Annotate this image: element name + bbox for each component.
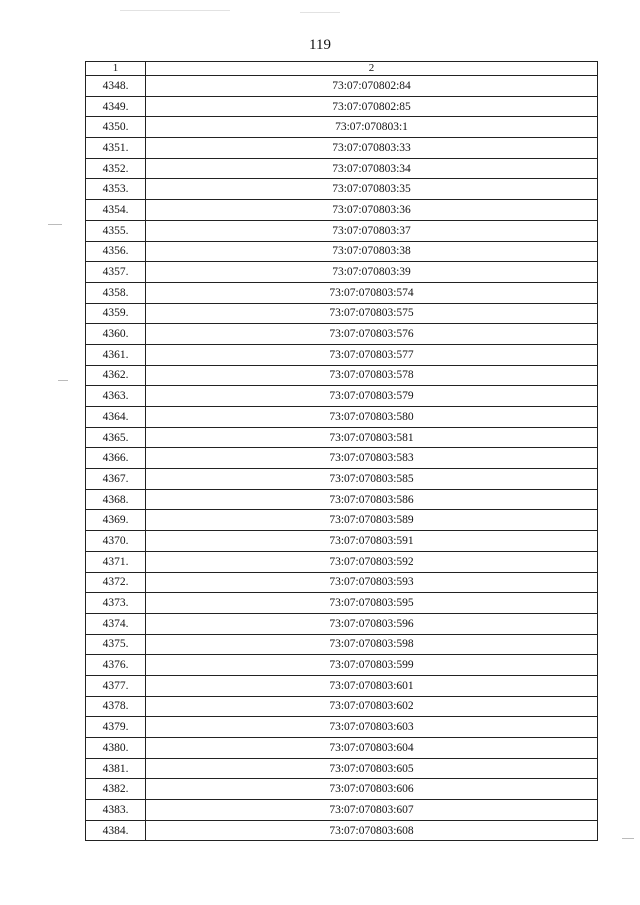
row-number-cell: 4374. [86,613,146,634]
table-row [86,572,598,593]
row-number-cell: 4370. [86,531,146,552]
table-row [86,427,598,448]
row-number-cell: 4366. [86,448,146,469]
table-row [86,820,598,841]
cadastral-number-cell: 73:07:070803:583 [146,448,598,469]
row-number-cell: 4350. [86,117,146,138]
row-number-cell: 4351. [86,138,146,159]
table-row [86,241,598,262]
cadastral-number-cell: 73:07:070803:578 [146,365,598,386]
cadastral-number-cell: 73:07:070803:596 [146,613,598,634]
row-number-cell: 4352. [86,158,146,179]
scan-speck [58,380,68,381]
row-number-cell: 4368. [86,489,146,510]
row-number-cell: 4355. [86,220,146,241]
table-row [86,696,598,717]
scan-speck [48,224,62,225]
row-number-cell: 4354. [86,200,146,221]
row-number-cell: 4379. [86,717,146,738]
cadastral-number-cell: 73:07:070803:604 [146,738,598,759]
table-row [86,738,598,759]
row-number-cell: 4375. [86,634,146,655]
cadastral-number-cell: 73:07:070803:33 [146,138,598,159]
cadastral-number-cell: 73:07:070803:586 [146,489,598,510]
row-number-cell: 4381. [86,758,146,779]
table-row [86,510,598,531]
cadastral-number-cell: 73:07:070803:585 [146,469,598,490]
row-number-cell: 4358. [86,282,146,303]
cadastral-number-cell: 73:07:070802:84 [146,76,598,97]
table-row [86,758,598,779]
cadastral-number-cell: 73:07:070803:39 [146,262,598,283]
table-row [86,76,598,97]
row-number-cell: 4361. [86,344,146,365]
table-row [86,303,598,324]
row-number-cell: 4363. [86,386,146,407]
table-row [86,220,598,241]
cadastral-number-cell: 73:07:070803:574 [146,282,598,303]
table-row [86,717,598,738]
cadastral-number-cell: 73:07:070803:38 [146,241,598,262]
cadastral-number-cell: 73:07:070803:598 [146,634,598,655]
cadastral-number-cell: 73:07:070803:581 [146,427,598,448]
scan-speck [622,838,634,839]
row-number-cell: 4367. [86,469,146,490]
cadastral-number-cell: 73:07:070803:37 [146,220,598,241]
cadastral-number-cell: 73:07:070803:575 [146,303,598,324]
row-number-cell: 4377. [86,675,146,696]
table-row [86,675,598,696]
cadastral-number-cell: 73:07:070803:576 [146,324,598,345]
table-row [86,200,598,221]
cadastral-number-cell: 73:07:070803:599 [146,655,598,676]
cadastral-number-cell: 73:07:070803:1 [146,117,598,138]
cadastral-number-cell: 73:07:070803:580 [146,407,598,428]
page-number: 119 [309,37,331,53]
row-number-cell: 4356. [86,241,146,262]
table-row [86,655,598,676]
table-header-row [86,62,598,76]
cadastral-number-cell: 73:07:070803:592 [146,551,598,572]
table-row [86,96,598,117]
row-number-cell: 4380. [86,738,146,759]
row-number-cell: 4349. [86,96,146,117]
table-row [86,634,598,655]
cadastral-number-cell: 73:07:070803:607 [146,800,598,821]
table-row [86,551,598,572]
cadastral-number-cell: 73:07:070803:593 [146,572,598,593]
table-row [86,282,598,303]
table-row [86,613,598,634]
table-row [86,593,598,614]
table-row [86,386,598,407]
table-row [86,344,598,365]
row-number-cell: 4365. [86,427,146,448]
table-row [86,800,598,821]
scan-speck [300,12,340,13]
row-number-cell: 4348. [86,76,146,97]
cadastral-number-cell: 73:07:070803:577 [146,344,598,365]
cadastral-number-cell: 73:07:070802:85 [146,96,598,117]
row-number-cell: 4384. [86,820,146,841]
cadastral-number-cell: 73:07:070803:602 [146,696,598,717]
cadastral-number-cell: 73:07:070803:36 [146,200,598,221]
cadastral-number-cell: 73:07:070803:589 [146,510,598,531]
cadastral-number-cell: 73:07:070803:595 [146,593,598,614]
row-number-cell: 4378. [86,696,146,717]
column-header-cadastral: 2 [146,62,598,76]
row-number-cell: 4372. [86,572,146,593]
row-number-cell: 4369. [86,510,146,531]
cadastral-number-cell: 73:07:070803:34 [146,158,598,179]
scan-speck [120,10,230,11]
cadastral-number-cell: 73:07:070803:608 [146,820,598,841]
table-row [86,179,598,200]
cadastral-number-table [85,61,598,841]
row-number-cell: 4383. [86,800,146,821]
cadastral-number-cell: 73:07:070803:603 [146,717,598,738]
table-row [86,324,598,345]
row-number-cell: 4362. [86,365,146,386]
row-number-cell: 4382. [86,779,146,800]
cadastral-number-cell: 73:07:070803:579 [146,386,598,407]
table-row [86,448,598,469]
table-row [86,262,598,283]
table-row [86,489,598,510]
row-number-cell: 4360. [86,324,146,345]
table-row [86,469,598,490]
row-number-cell: 4353. [86,179,146,200]
row-number-cell: 4357. [86,262,146,283]
table-row [86,779,598,800]
row-number-cell: 4373. [86,593,146,614]
row-number-cell: 4364. [86,407,146,428]
table-row [86,365,598,386]
table-row [86,407,598,428]
table-row [86,158,598,179]
table-row [86,531,598,552]
table-row [86,138,598,159]
cadastral-number-cell: 73:07:070803:601 [146,675,598,696]
cadastral-number-cell: 73:07:070803:605 [146,758,598,779]
row-number-cell: 4376. [86,655,146,676]
row-number-cell: 4371. [86,551,146,572]
row-number-cell: 4359. [86,303,146,324]
cadastral-number-cell: 73:07:070803:591 [146,531,598,552]
table-row [86,117,598,138]
cadastral-number-cell: 73:07:070803:35 [146,179,598,200]
column-header-number: 1 [86,62,146,76]
cadastral-number-cell: 73:07:070803:606 [146,779,598,800]
